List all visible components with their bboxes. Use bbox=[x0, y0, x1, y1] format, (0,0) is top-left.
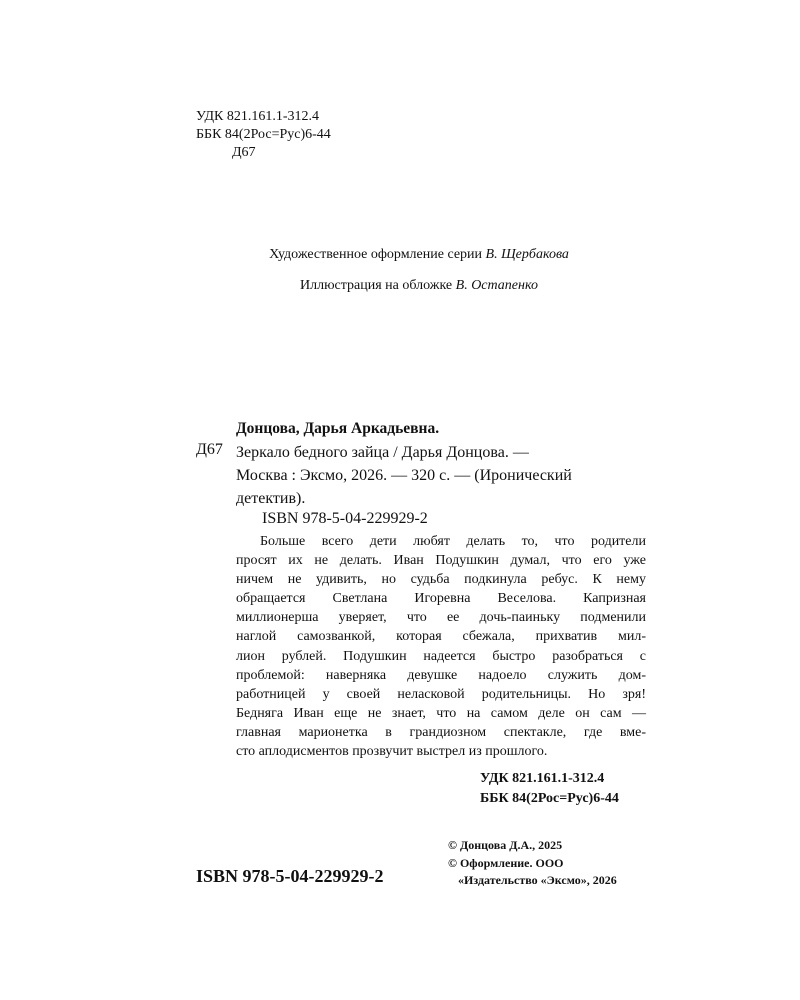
annotation-line: работницей у своей неласковой родительницы. Но зря! bbox=[236, 686, 646, 702]
catalog-classification bbox=[480, 769, 619, 809]
copyright-line: © Донцова Д.А., 2025 bbox=[448, 838, 563, 852]
title-line: детектив). bbox=[236, 490, 306, 507]
annotation-line: обращается Светлана Игоревна Веселова. Капризная bbox=[236, 591, 646, 607]
title-line: Москва : Эксмо, 2026. — 320 с. — (Иронический bbox=[236, 467, 572, 484]
catalog-bbk: ББК 84(2Рос=Рус)6-44 bbox=[480, 791, 619, 806]
catalog-author-mark: Д67 bbox=[196, 441, 223, 458]
author-mark: Д67 bbox=[232, 145, 256, 160]
cover-illustration-credit bbox=[0, 278, 800, 294]
cover-illustrator-name: В. Остапенко bbox=[455, 278, 538, 293]
footer-isbn: ISBN 978-5-04-229929-2 bbox=[196, 866, 384, 886]
annotation bbox=[236, 532, 646, 761]
series-design-prefix: Художественное оформление серии bbox=[269, 247, 483, 262]
copyright-line: «Издательство «Эксмо», 2026 bbox=[458, 873, 617, 887]
catalog-udk: УДК 821.161.1-312.4 bbox=[480, 771, 605, 786]
bibliographic-description bbox=[236, 441, 646, 510]
catalog-author: Донцова, Дарья Аркадьевна. bbox=[236, 420, 440, 437]
series-design-credit bbox=[0, 247, 800, 263]
annotation-line: просят их не делать. Иван Подушкин думал, что его уже bbox=[236, 553, 646, 569]
bbk-code: ББК 84(2Рос=Рус)6-44 bbox=[196, 127, 331, 142]
annotation-line: главная марионетка в грандиозном спектакле, где вме- bbox=[236, 724, 646, 740]
annotation-line: ничем не удивить, но судьба подкинула ребус. К нему bbox=[236, 572, 646, 588]
classification-header bbox=[196, 108, 331, 162]
cover-illustration-prefix: Иллюстрация на обложке bbox=[300, 278, 453, 293]
title-line: Зеркало бедного зайца / Дарья Донцова. — bbox=[236, 444, 529, 461]
annotation-line: сто аплодисментов прозвучит выстрел из прошлого. bbox=[236, 744, 548, 760]
catalog-isbn: ISBN 978-5-04-229929-2 bbox=[262, 510, 428, 527]
annotation-line: Больше всего дети любят делать то, что родители bbox=[260, 534, 646, 549]
annotation-line: Бедняга Иван еще не знает, что на самом деле он сам — bbox=[236, 705, 646, 721]
annotation-line: проблемой: наверняка девушке надоело служить дом- bbox=[236, 667, 646, 683]
annotation-line: наглой самозванкой, которая сбежала, прихватив мил- bbox=[236, 629, 646, 645]
copyright-line: © Оформление. ООО bbox=[448, 855, 564, 870]
copyright-block bbox=[448, 837, 617, 890]
annotation-line: миллионерша уверяет, что ее дочь-паиньку подменили bbox=[236, 610, 646, 626]
udk-code: УДК 821.161.1-312.4 bbox=[196, 109, 320, 124]
annotation-line: лион рублей. Подушкин надеется быстро разобраться с bbox=[236, 648, 646, 664]
series-designer-name: В. Щербакова bbox=[485, 247, 569, 262]
